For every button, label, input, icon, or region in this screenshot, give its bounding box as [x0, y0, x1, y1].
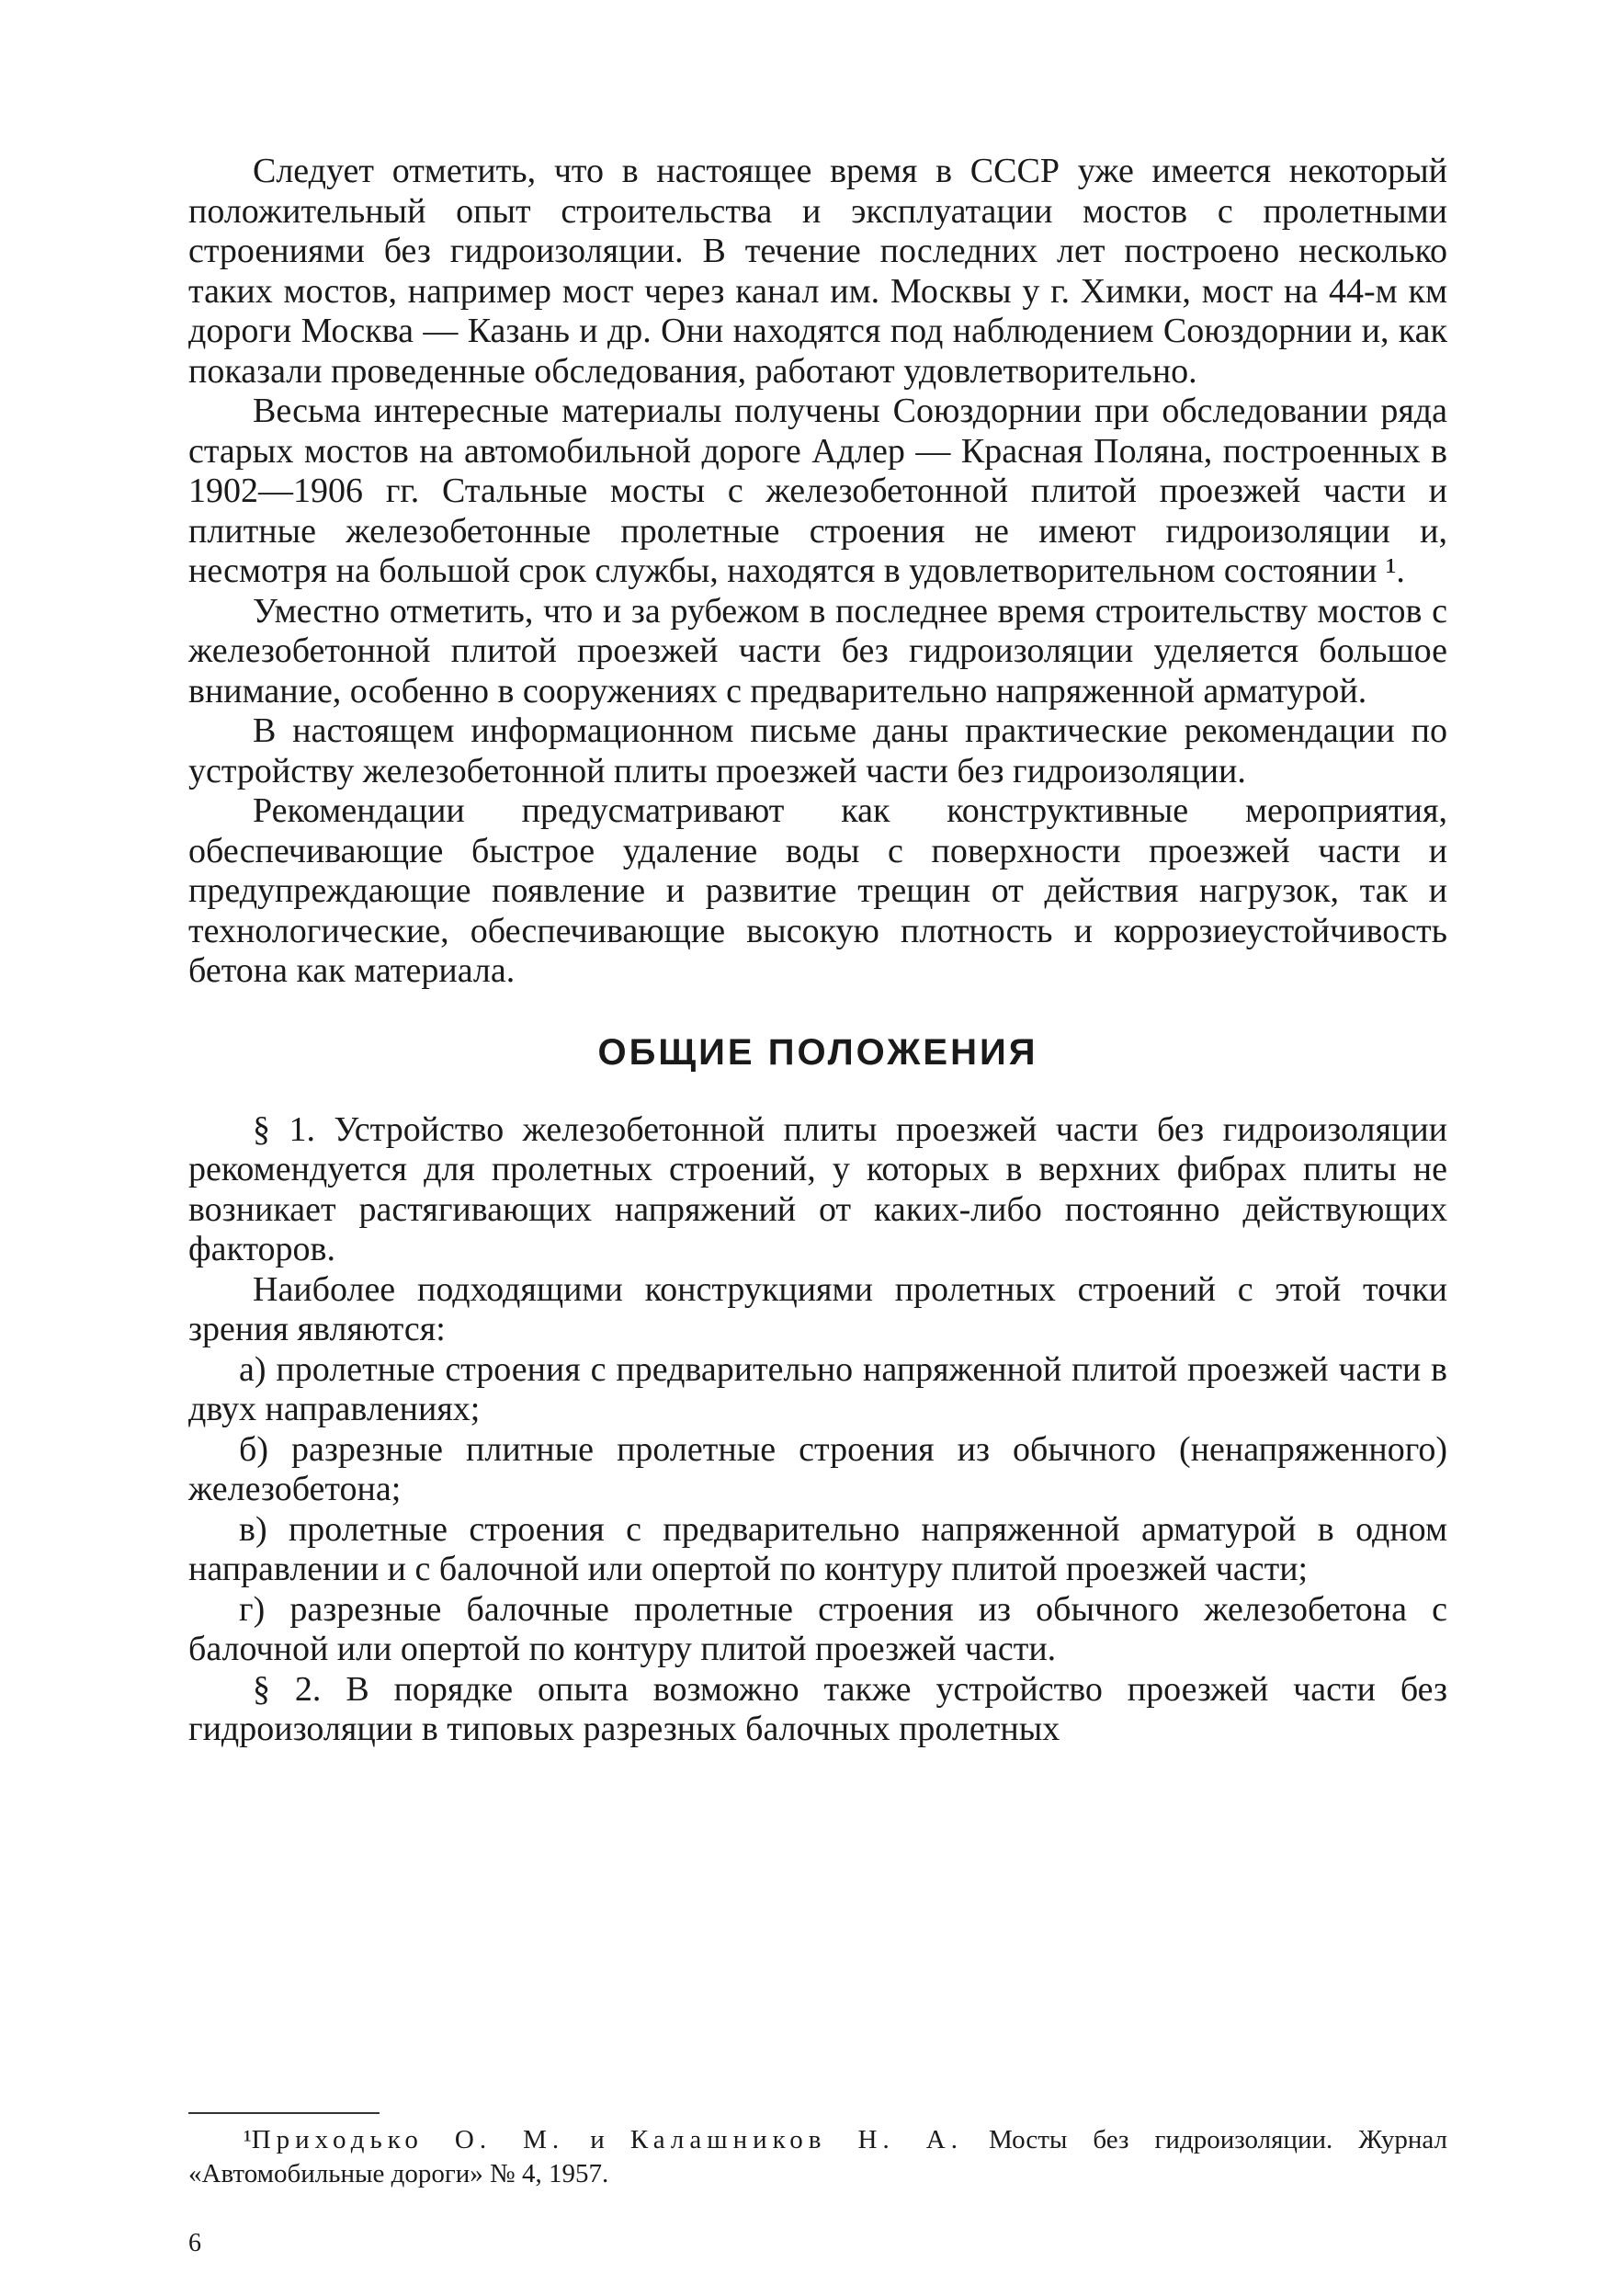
list-item-g: г) разрезные балочные пролетные строения из обычного железобетона с балочной или опертой по контуру плитой проезжей части. [188, 1589, 1447, 1668]
paragraph-soviet-experience: Следует отметить, что в настоящее время в СССР уже имеется некоторый положительный опыт строительства и эксплуатации мостов с пролетными строениями без гидроизоляции. В течение последних лет построено несколько таких мостов, например мост через канал им. Москвы у г. Химки, мост на 44-м км дороги Москва — Казань и др. Они находятся под наблюдением Союздорнии и, как показали проведенные обследования, работают удовлетворительно. [188, 152, 1447, 391]
section-heading: ОБЩИЕ ПОЛОЖЕНИЯ [597, 1031, 1038, 1073]
list-item-b: б) разрезные плитные пролетные строения из обычного (ненапряженного) железобетона; [188, 1429, 1447, 1508]
footnote-conjunction: и [564, 2125, 630, 2154]
paragraph-recommendations: Рекомендации предусматривают как конструктивные мероприятия, обеспечивающие быстрое удаление воды с поверхности проезжей части и предупреждающие появление и развитие трещин от действия нагрузок, так и технологические, обеспечивающие высокую плотность и коррозиеустойчивость бетона как материала. [188, 791, 1447, 990]
list-item-v: в) пролетные строения с предварительно напряженной арматурой в одном направлении и с балочной или опертой по контуру плитой проезжей части; [188, 1509, 1447, 1588]
footnote [188, 2123, 1447, 2191]
footnote-author-2: Калашников Н. А. [629, 2125, 963, 2154]
list-item-a: а) пролетные строения с предварительно напряженной плитой проезжей части в двух направлениях; [188, 1349, 1447, 1428]
paragraph-section-1: § 1. Устройство железобетонной плиты проезжей части без гидроизоляции рекомендуется для пролетных строений, у которых в верхних фибрах плиты не возникает растягивающих напряжений от каких-либо постоянно действующих факторов. [188, 1109, 1447, 1268]
paragraph-suitable-structures: Наиболее подходящими конструкциями пролетных строений с этой точки зрения являются: [188, 1269, 1447, 1348]
footnote-citation: Мосты без гидроизоляции. Журнал «Автомобильные дороги» № 4, 1957. [188, 2125, 1447, 2188]
page-number: 6 [188, 2229, 201, 2257]
footnote-author-1: Приходько О. М. [251, 2125, 565, 2154]
footnote-marker: ¹ [244, 2125, 252, 2154]
page-body [188, 152, 1447, 1750]
footnote-divider [188, 2112, 380, 2114]
paragraph-letter-purpose: В настоящем информационном письме даны практические рекомендации по устройству железобетонной плиты проезжей части без гидроизоляции. [188, 711, 1447, 790]
paragraph-abroad: Уместно отметить, что и за рубежом в последнее время строительству мостов с железобетонной плитой проезжей части без гидроизоляции уделяется большое внимание, особенно в сооружениях с предварительно напряженной арматурой. [188, 591, 1447, 710]
paragraph-section-2: § 2. В порядке опыта возможно также устройство проезжей части без гидроизоляции в типовых разрезных балочных пролетных [188, 1669, 1447, 1748]
paragraph-adler-bridges: Весьма интересные материалы получены Союздорнии при обследовании ряда старых мостов на автомобильной дороге Адлер — Красная Поляна, построенных в 1902—1906 гг. Стальные мосты с железобетонной плитой проезжей части и плитные железобетонные пролетные строения не имеют гидроизоляции и, несмотря на большой срок службы, находятся в удовлетворительном состоянии ¹. [188, 392, 1447, 590]
